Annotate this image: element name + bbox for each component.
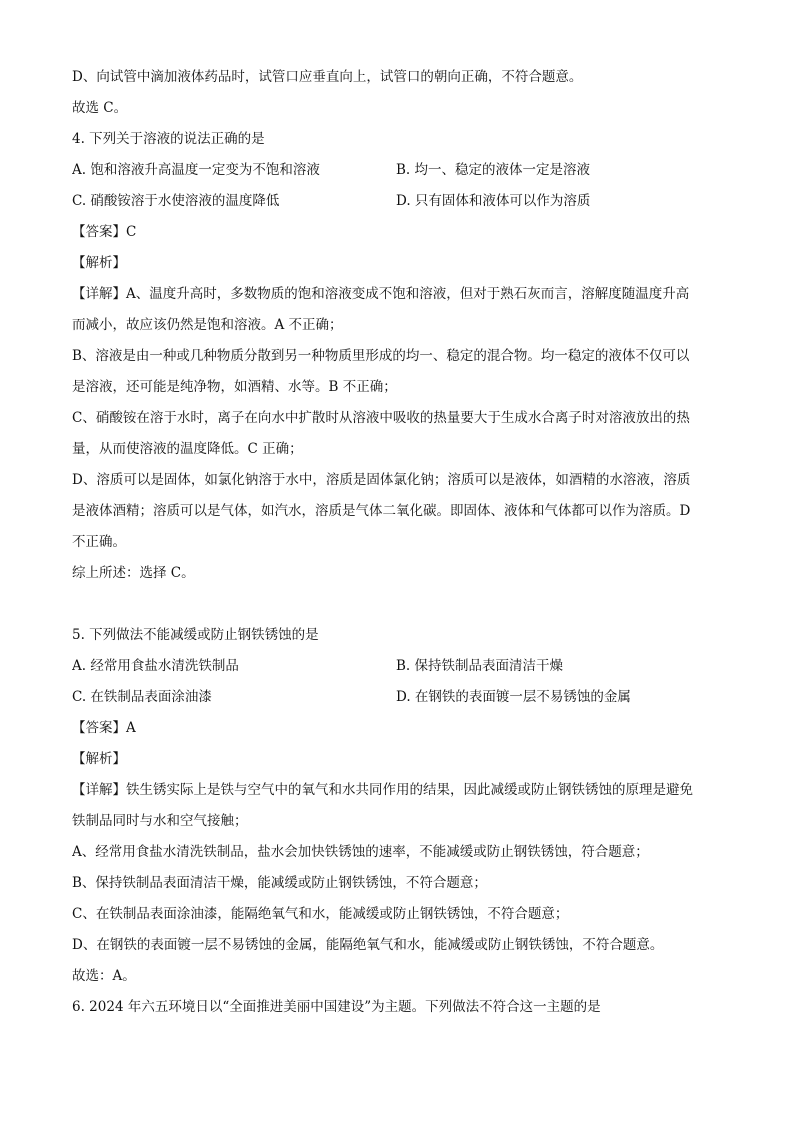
q5-analysis-line: D、在钢铁的表面镀一层不易锈蚀的金属，能隔绝氧气和水，能减缓或防止钢铁锈蚀，不符合题意。 <box>72 937 664 953</box>
q4-analysis-label: 【解析】 <box>72 255 126 271</box>
q5-analysis-line: C、在铁制品表面涂油漆，能隔绝氧气和水，能减缓或防止钢铁锈蚀，不符合题意； <box>72 906 569 922</box>
q5-option-d: D. 在钢铁的表面镀一层不易锈蚀的金属 <box>396 689 631 705</box>
q4-analysis-line: B、溶液是由一种或几种物质分散到另一种物质里形成的均一、稳定的混合物。均一稳定的液体不仅可以 <box>72 348 690 364</box>
document-page <box>72 62 722 1023</box>
q4-option-a: A. 饱和溶液升高温度一定变为不饱和溶液 <box>72 162 320 178</box>
q4-analysis-line: 是溶液，还可能是纯净物，如酒精、水等。B 不正确； <box>72 379 397 395</box>
q4-analysis-line: 不正确。 <box>72 534 126 550</box>
q3-option-d-explanation: D、向试管中滴加液体药品时，试管口应垂直向上，试管口的朝向正确，不符合题意。 <box>72 69 583 85</box>
q5-options-row-2 <box>72 682 722 713</box>
question-spacer <box>72 589 722 620</box>
q5-option-c: C. 在铁制品表面涂油漆 <box>72 689 212 705</box>
q4-analysis-line: D、溶质可以是固体，如氯化钠溶于水中，溶质是固体氯化钠；溶质可以是液体，如酒精的水溶液，溶质 <box>72 472 691 488</box>
q5-final-choice: 故选：A。 <box>72 968 136 984</box>
q4-analysis-line: 【详解】A、温度升高时，多数物质的饱和溶液变成不饱和溶液，但对于熟石灰而言，溶解度随温度升高 <box>72 286 690 302</box>
q4-options-row-1 <box>72 155 722 186</box>
q4-option-b: B. 均一、稳定的液体一定是溶液 <box>396 162 591 178</box>
q5-option-a: A. 经常用食盐水清洗铁制品 <box>72 658 239 674</box>
q6-stem: 6. 2024 年六五环境日以“全面推进美丽中国建设”为主题。下列做法不符合这一主题的是 <box>72 999 601 1015</box>
q4-stem: 4. 下列关于溶液的说法正确的是 <box>72 131 265 147</box>
q4-summary: 综上所述：选择 C。 <box>72 565 195 581</box>
q4-answer: 【答案】C <box>72 224 137 240</box>
q4-analysis-line: 是液体酒精；溶质可以是气体，如汽水，溶质是气体二氧化碳。即固体、液体和气体都可以作为溶质。D <box>72 503 691 519</box>
q5-analysis-line: A、经常用食盐水清洗铁制品，盐水会加快铁锈蚀的速率，不能减缓或防止钢铁锈蚀，符合题意； <box>72 844 649 860</box>
q3-final-choice: 故选 C。 <box>72 100 128 116</box>
q4-option-d: D. 只有固体和液体可以作为溶质 <box>396 193 591 209</box>
q5-analysis-line: B、保持铁制品表面清洁干燥，能减缓或防止钢铁锈蚀，不符合题意； <box>72 875 487 891</box>
q5-stem: 5. 下列做法不能减缓或防止钢铁锈蚀的是 <box>72 627 319 643</box>
q5-option-b: B. 保持铁制品表面清洁干燥 <box>396 658 564 674</box>
q5-analysis-label: 【解析】 <box>72 751 126 767</box>
q4-analysis-line: 而减小，故应该仍然是饱和溶液。A 不正确； <box>72 317 343 333</box>
q4-option-c: C. 硝酸铵溶于水使溶液的温度降低 <box>72 193 280 209</box>
q5-analysis-line: 铁制品同时与水和空气接触； <box>72 813 248 829</box>
q5-analysis-line: 【详解】铁生锈实际上是铁与空气中的氧气和水共同作用的结果，因此减缓或防止钢铁锈蚀的原理是避免 <box>72 782 693 798</box>
q4-options-row-2 <box>72 186 722 217</box>
q4-analysis-line: 量，从而使溶液的温度降低。C 正确； <box>72 441 303 457</box>
q5-options-row-1 <box>72 651 722 682</box>
q5-answer: 【答案】A <box>72 720 136 736</box>
q4-analysis-line: C、硝酸铵在溶于水时，离子在向水中扩散时从溶液中吸收的热量要大于生成水合离子时对溶液放出的热 <box>72 410 690 426</box>
